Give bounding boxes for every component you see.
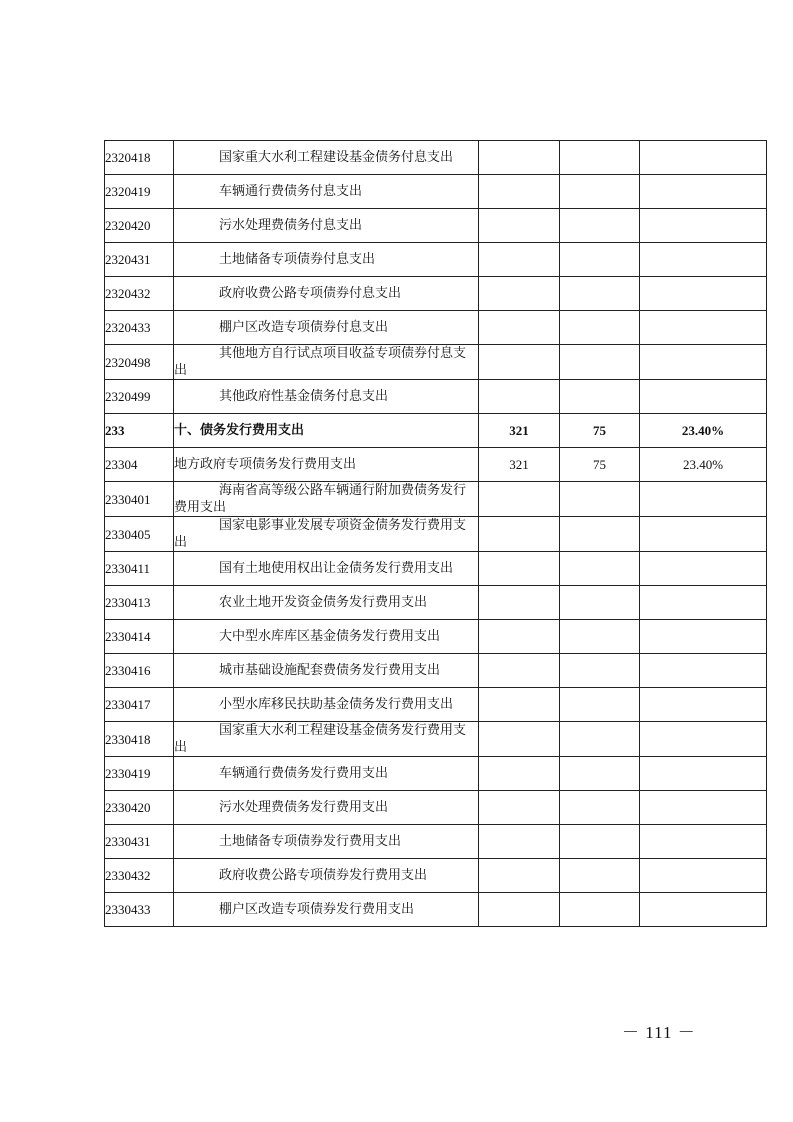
budget-amount-cell [479,345,560,380]
subject-code-cell: 2320432 [105,277,174,311]
budget-amount-cell [479,552,560,586]
completion-rate-cell [640,757,767,791]
subject-code-cell: 2320499 [105,380,174,414]
table-row [105,791,767,825]
table-row [105,688,767,722]
budget-amount-cell [479,859,560,893]
executed-amount-cell [560,345,640,380]
executed-amount-cell [560,517,640,552]
table-row [105,482,767,517]
subject-code-cell: 2320433 [105,311,174,345]
executed-amount-cell [560,277,640,311]
subject-name-cell [174,277,479,311]
completion-rate-cell [640,482,767,517]
budget-amount-cell [479,209,560,243]
subject-name-cell [174,859,479,893]
subject-name-text: 棚户区改造专项债券发行费用支出 [219,902,415,917]
completion-rate-cell [640,893,767,927]
subject-name-text: 车辆通行费债务发行费用支出 [219,766,389,781]
table-body [105,141,767,927]
executed-amount-cell [560,859,640,893]
subject-code-cell: 2330414 [105,620,174,654]
budget-amount-cell: 321 [479,414,560,448]
budget-amount-cell [479,141,560,175]
subject-name-cell [174,893,479,927]
completion-rate-cell [640,654,767,688]
budget-amount-cell [479,175,560,209]
table-row [105,175,767,209]
completion-rate-cell [640,791,767,825]
table-row [105,209,767,243]
completion-rate-cell [640,688,767,722]
budget-amount-cell [479,620,560,654]
executed-amount-cell [560,586,640,620]
table-row [105,141,767,175]
subject-name-cell [174,414,479,448]
subject-name-text: 城市基础设施配套费债务发行费用支出 [219,663,441,678]
table-row [105,859,767,893]
subject-name-cell [174,448,479,482]
completion-rate-cell: 23.40% [640,448,767,482]
budget-amount-cell [479,482,560,517]
table-row [105,243,767,277]
budget-amount-cell [479,517,560,552]
subject-name-text: 国有土地使用权出让金债务发行费用支出 [219,561,454,576]
subject-name-text: 国家重大水利工程建设基金债务发行费用支出 [174,723,467,755]
subject-name-cell [174,482,479,517]
executed-amount-cell [560,757,640,791]
subject-name-cell [174,141,479,175]
subject-name-text: 十、债务发行费用支出 [174,423,305,438]
subject-name-text: 土地储备专项债券发行费用支出 [219,834,402,849]
completion-rate-cell [640,517,767,552]
subject-name-text: 污水处理费债务付息支出 [219,218,363,233]
completion-rate-cell [640,311,767,345]
table-row [105,654,767,688]
table-row [105,414,767,448]
subject-code-cell: 2330411 [105,552,174,586]
executed-amount-cell [560,175,640,209]
subject-name-cell [174,654,479,688]
subject-name-text: 政府收费公路专项债券付息支出 [219,286,402,301]
budget-amount-cell [479,893,560,927]
subject-name-cell [174,209,479,243]
subject-name-cell [174,688,479,722]
subject-name-cell [174,311,479,345]
executed-amount-cell [560,482,640,517]
subject-name-text: 污水处理费债务发行费用支出 [219,800,389,815]
subject-code-cell: 2330413 [105,586,174,620]
table-row [105,586,767,620]
subject-code-cell: 2330420 [105,791,174,825]
executed-amount-cell [560,893,640,927]
completion-rate-cell [640,586,767,620]
subject-name-cell [174,243,479,277]
table-row [105,620,767,654]
subject-name-cell [174,620,479,654]
table-row [105,277,767,311]
subject-name-cell [174,722,479,757]
subject-code-cell: 2330405 [105,517,174,552]
completion-rate-cell [640,209,767,243]
table-row [105,448,767,482]
subject-code-cell: 233 [105,414,174,448]
subject-name-text: 大中型水库库区基金债务发行费用支出 [219,629,441,644]
subject-name-cell [174,757,479,791]
subject-name-text: 国家电影事业发展专项资金债务发行费用支出 [174,518,467,550]
subject-code-cell: 2330401 [105,482,174,517]
completion-rate-cell [640,175,767,209]
subject-name-text: 土地储备专项债券付息支出 [219,252,376,267]
executed-amount-cell [560,380,640,414]
table-row [105,311,767,345]
budget-amount-cell [479,243,560,277]
subject-name-cell [174,175,479,209]
subject-code-cell: 2330431 [105,825,174,859]
subject-name-text: 其他政府性基金债务付息支出 [219,389,389,404]
completion-rate-cell [640,380,767,414]
subject-name-text: 棚户区改造专项债券付息支出 [219,320,389,335]
subject-name-cell [174,345,479,380]
executed-amount-cell [560,620,640,654]
subject-name-text: 小型水库移民扶助基金债务发行费用支出 [219,697,454,712]
subject-code-cell: 2330419 [105,757,174,791]
completion-rate-cell: 23.40% [640,414,767,448]
subject-name-text: 农业土地开发资金债务发行费用支出 [219,595,428,610]
table-row [105,757,767,791]
completion-rate-cell [640,277,767,311]
subject-name-cell [174,380,479,414]
subject-code-cell: 2320498 [105,345,174,380]
subject-code-cell: 2320418 [105,141,174,175]
executed-amount-cell [560,825,640,859]
subject-name-cell [174,825,479,859]
budget-amount-cell [479,688,560,722]
completion-rate-cell [640,345,767,380]
subject-name-text: 国家重大水利工程建设基金债务付息支出 [219,150,454,165]
table-row [105,825,767,859]
subject-name-cell [174,552,479,586]
completion-rate-cell [640,552,767,586]
budget-amount-cell [479,380,560,414]
budget-amount-cell [479,791,560,825]
page-number: － 111 － [622,1023,696,1042]
table-row [105,893,767,927]
budget-amount-cell [479,654,560,688]
subject-name-text: 车辆通行费债务付息支出 [219,184,363,199]
table-row [105,552,767,586]
budget-amount-cell [479,757,560,791]
budget-amount-cell [479,586,560,620]
subject-name-cell [174,586,479,620]
executed-amount-cell [560,311,640,345]
budget-amount-cell [479,311,560,345]
table-row [105,380,767,414]
completion-rate-cell [640,620,767,654]
executed-amount-cell [560,654,640,688]
budget-amount-cell [479,277,560,311]
executed-amount-cell: 75 [560,414,640,448]
subject-code-cell: 23304 [105,448,174,482]
budget-amount-cell [479,722,560,757]
subject-name-cell [174,517,479,552]
subject-code-cell: 2320431 [105,243,174,277]
completion-rate-cell [640,825,767,859]
executed-amount-cell [560,791,640,825]
subject-name-text: 其他地方自行试点项目收益专项债券付息支出 [174,346,467,378]
completion-rate-cell [640,243,767,277]
executed-amount-cell [560,243,640,277]
subject-name-text: 政府收费公路专项债券发行费用支出 [219,868,428,883]
budget-amount-cell [479,825,560,859]
executed-amount-cell [560,141,640,175]
subject-code-cell: 2330433 [105,893,174,927]
completion-rate-cell [640,722,767,757]
executed-amount-cell [560,688,640,722]
completion-rate-cell [640,141,767,175]
subject-name-cell [174,791,479,825]
subject-code-cell: 2320419 [105,175,174,209]
executed-amount-cell [560,552,640,586]
subject-name-text: 地方政府专项债务发行费用支出 [174,457,357,472]
executed-amount-cell [560,722,640,757]
executed-amount-cell: 75 [560,448,640,482]
subject-code-cell: 2330416 [105,654,174,688]
completion-rate-cell [640,859,767,893]
subject-code-cell: 2330418 [105,722,174,757]
budget-amount-cell: 321 [479,448,560,482]
table-row [105,345,767,380]
subject-name-text: 海南省高等级公路车辆通行附加费债务发行费用支出 [174,483,467,515]
executed-amount-cell [560,209,640,243]
subject-code-cell: 2330417 [105,688,174,722]
table-row [105,722,767,757]
budget-table [104,140,767,927]
table-row [105,517,767,552]
subject-code-cell: 2330432 [105,859,174,893]
subject-code-cell: 2320420 [105,209,174,243]
